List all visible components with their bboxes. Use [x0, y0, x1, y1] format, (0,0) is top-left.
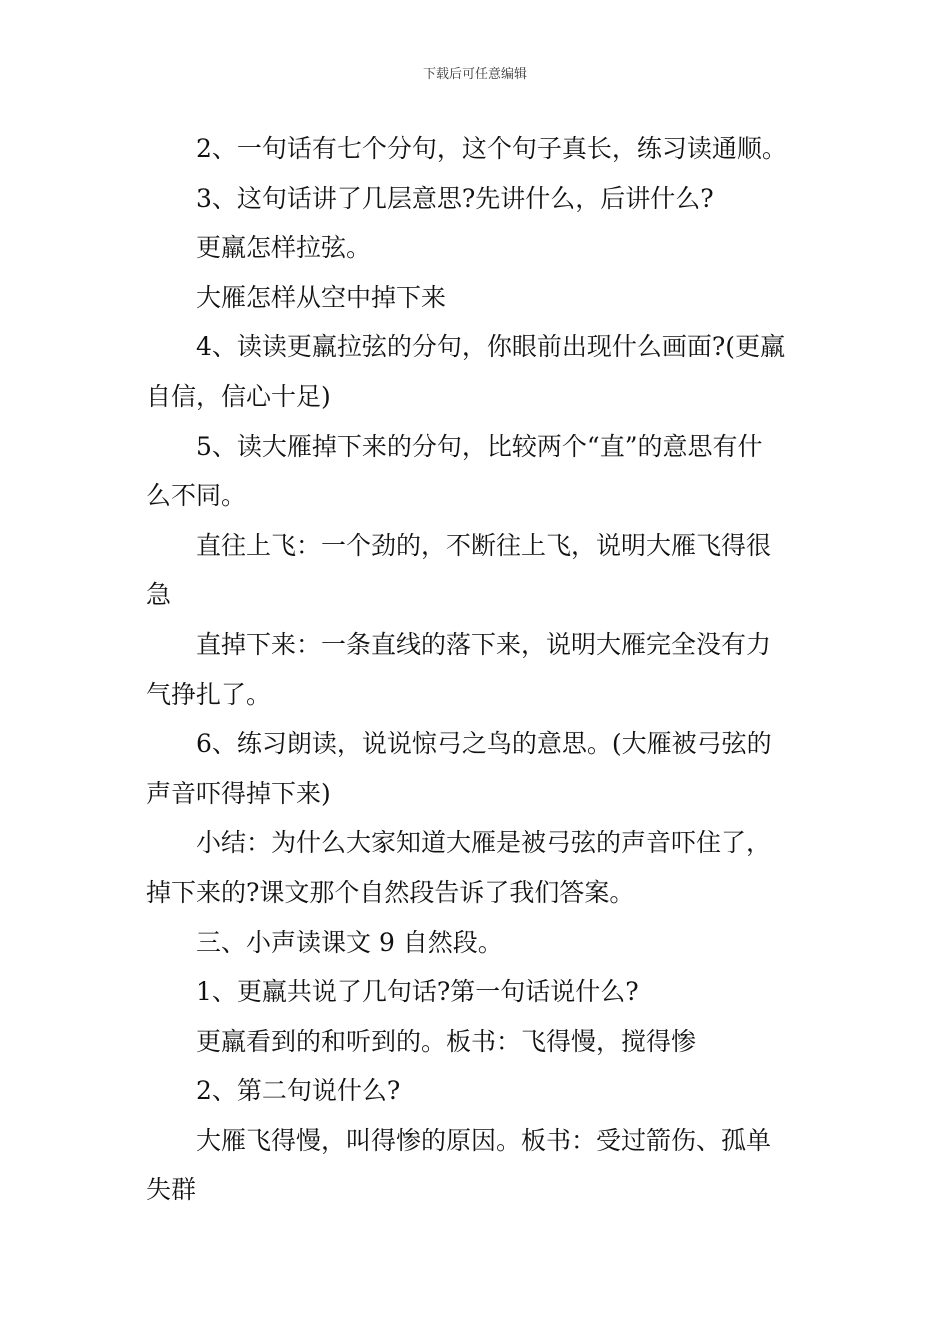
paragraph-line: 直往上飞：一个劲的，不断往上飞，说明大雁飞得很: [196, 530, 772, 560]
paragraph-line: 失群: [146, 1175, 197, 1205]
paragraph: [146, 719, 816, 818]
paragraph-line: 声音吓得掉下来): [146, 778, 331, 808]
paragraph: [146, 818, 816, 917]
document-body: [146, 124, 816, 1215]
paragraph: [146, 1066, 816, 1116]
paragraph: [146, 124, 816, 174]
paragraph: [146, 967, 816, 1017]
paragraph-line: 掉下来的?课文那个自然段告诉了我们答案。: [146, 877, 635, 907]
paragraph-line: 自信，信心十足): [146, 381, 331, 411]
paragraph: [146, 1017, 816, 1067]
paragraph-line: 小结：为什么大家知道大雁是被弓弦的声音吓住了，: [196, 828, 772, 858]
paragraph-line: 气挣扎了。: [146, 679, 272, 709]
paragraph: [146, 223, 816, 273]
paragraph-line: 6、练习朗读，说说惊弓之鸟的意思。(大雁被弓弦的: [196, 729, 772, 759]
paragraph: [146, 1116, 816, 1215]
paragraph: [146, 422, 816, 521]
paragraph-line: 直掉下来：一条直线的落下来，说明大雁完全没有力: [196, 629, 772, 659]
paragraph-line: 更羸看到的和听到的。板书：飞得慢，搅得惨: [196, 1026, 697, 1056]
paragraph-line: 么不同。: [146, 481, 247, 511]
paragraph: [146, 521, 816, 620]
paragraph-line: 大雁飞得慢，叫得惨的原因。板书：受过箭伤、孤单: [196, 1125, 772, 1155]
paragraph: [146, 620, 816, 719]
paragraph: [146, 174, 816, 224]
paragraph: [146, 322, 816, 421]
paragraph-line: 大雁怎样从空中掉下来: [196, 282, 447, 312]
paragraph-line: 4、读读更羸拉弦的分句，你眼前出现什么画面?(更羸: [196, 332, 786, 362]
page-header: 下载后可任意编辑: [422, 67, 527, 82]
paragraph-line: 更羸怎样拉弦。: [196, 233, 372, 263]
paragraph-line: 急: [146, 580, 172, 610]
paragraph-line: 2、第二句说什么?: [196, 1076, 401, 1106]
paragraph: [146, 273, 816, 323]
paragraph-line: 3、这句话讲了几层意思?先讲什么，后讲什么?: [196, 183, 714, 213]
paragraph-line: 1、更羸共说了几句话?第一句话说什么?: [196, 977, 639, 1007]
paragraph: [146, 918, 816, 968]
paragraph-line: 2、一句话有七个分句，这个句子真长，练习读通顺。: [196, 134, 787, 163]
paragraph-line: 5、读大雁掉下来的分句，比较两个“直”的意思有什: [196, 431, 763, 461]
paragraph-line: 三、小声读课文 9 自然段。: [196, 927, 503, 957]
